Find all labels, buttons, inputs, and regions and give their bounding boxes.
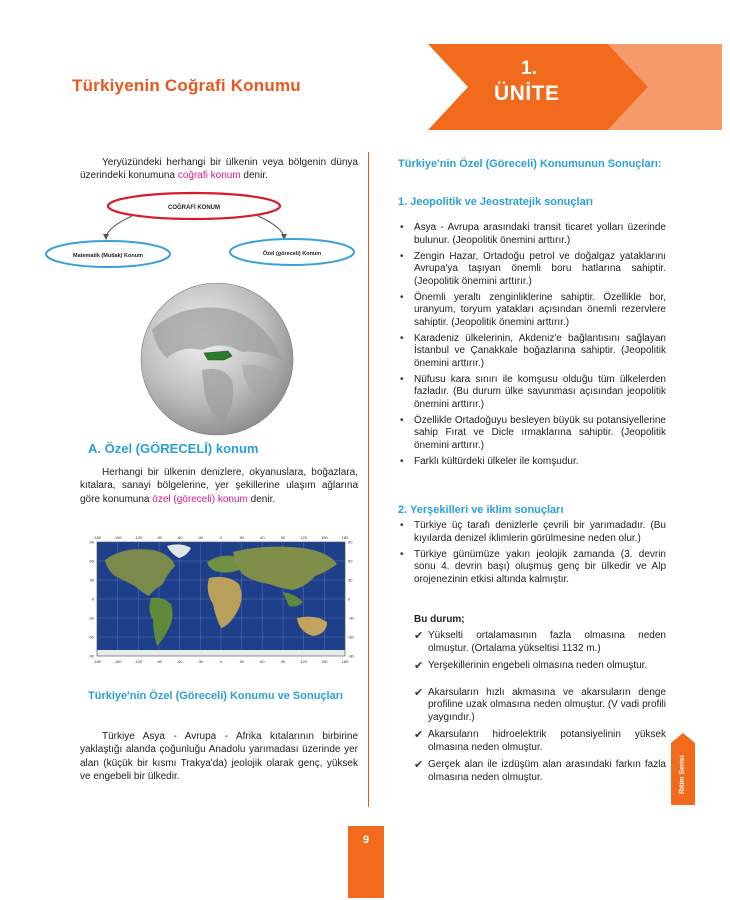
section-a-text-end: denir.: [247, 493, 276, 505]
checkmark-icon: ✔: [414, 729, 424, 741]
longitude-tick-label: -30: [197, 535, 204, 540]
page-number-tab: [348, 826, 384, 898]
concept-diagram: [40, 188, 360, 273]
chapter-title: Türkiyenin Coğrafi Konumu: [72, 76, 301, 95]
latitude-tick-label: -90: [348, 653, 354, 659]
map-longitude-labels: [93, 535, 349, 540]
check-item: [414, 687, 666, 725]
check-item-text: Yerşekillerinin engebeli olmasına neden olmuştur.: [428, 660, 648, 671]
check-item-text: Akarsuların hidroelektrik potansiyelinin yüksek olmasına neden olmuştur.: [428, 729, 666, 753]
longitude-tick-label: 90: [280, 535, 286, 540]
longitude-tick-label: 0: [219, 535, 223, 540]
intro-paragraph: [80, 156, 358, 183]
latitude-tick-label: 0: [348, 596, 351, 602]
globe-image: [132, 280, 302, 438]
section-a-text: Herhangi bir ülkenin denizlere, okyanuslara, boğazlara, kıtalara, sanayi bölgelerine, yer şekillerine ulaşım ağlarına göre konumuna: [80, 467, 358, 505]
section-b-title: Türkiye'nin Özel (Göreceli) Konumu ve Sonuçları: [88, 690, 344, 702]
diagram-right-label: Özel (göreceli) Konum: [262, 251, 322, 257]
checkmark-icon: ✔: [414, 686, 424, 699]
longitude-tick-label: 180: [341, 535, 349, 540]
latitude-tick-label: 90: [348, 539, 353, 545]
longitude-tick-label: 180: [341, 659, 349, 664]
check-item-text: Gerçek alan ile izdüşüm alan arasındaki farkın fazla olmasına neden olmuştur.: [428, 759, 666, 783]
longitude-tick-label: -90: [156, 535, 162, 540]
list-item: • Asya - Avrupa arasındaki transit ticaret yolları üzerinde bulunur. (Jeopolitik önemini arttırır.): [398, 222, 666, 247]
side-tab-label: Ritim Serisi: [679, 755, 686, 795]
section-a-block: [80, 466, 358, 506]
intro-text: Yeryüzündeki herhangi bir ülkenin veya bölgenin dünya üzerindeki konumuna: [80, 157, 358, 182]
latitude-tick-label: 60: [89, 558, 94, 564]
intro-text-end: denir.: [240, 170, 268, 182]
longitude-tick-label: 60: [260, 535, 265, 540]
list-item: • Türkiye üç tarafı denizlerle çevrili bir yarımadadır. (Bu kıyılarda denizel iklimlerin görülmesine neden olur.): [398, 520, 666, 545]
list-item: • Nüfusu kara sınırı ile komşusu olduğu tüm ülkelerden fazladır. (Bu durum ülke savunması açısından jeopolitik önemini arttırır.): [398, 374, 666, 412]
longitude-tick-label: -90: [156, 659, 162, 664]
list-item: • Türkiye günümüze yakın jeolojik zamanda (3. devrin sonu 4. devrin başı) oluşmuş genç bir ülkedir ve Alp orojenezinin etkisi altında kalmıştır.: [398, 549, 666, 587]
longitude-tick-label: 60: [260, 659, 265, 664]
latitude-tick-label: 60: [348, 558, 353, 564]
latitude-tick-label: 0: [91, 596, 94, 602]
longitude-tick-label: 150: [320, 659, 328, 664]
section-a-paragraph: [80, 466, 358, 506]
longitude-tick-label: -150: [113, 535, 122, 540]
diagram-top-label: COĞRAFİ KONUM: [168, 205, 220, 211]
longitude-tick-label: -30: [197, 659, 204, 664]
longitude-tick-label: -60: [176, 535, 183, 540]
latitude-tick-label: 30: [89, 577, 94, 583]
check-item-text: Yükselti ortalamasının fazla olmasına neden olmuştur. (Ortalama yükseltisi 1132 m.): [428, 630, 666, 654]
latitude-tick-label: -60: [348, 634, 354, 640]
subtitle-landforms: 2. Yerşekilleri ve iklim sonuçları: [398, 504, 564, 516]
map-latitude-labels: [88, 540, 95, 659]
longitude-tick-label: -120: [134, 659, 143, 664]
latitude-tick-label: -30: [88, 615, 94, 621]
intro-paragraph-block: [80, 156, 358, 183]
map-latitude-labels-right: [348, 540, 355, 659]
diagram-left-label: Matematik (Mutlak) Konum: [73, 253, 143, 259]
longitude-tick-label: -150: [113, 659, 122, 664]
unit-number: 1.: [521, 58, 537, 79]
longitude-tick-label: 30: [239, 659, 244, 664]
longitude-tick-label: -60: [176, 659, 183, 664]
check-item: [414, 630, 666, 655]
longitude-tick-label: 0: [219, 659, 223, 664]
check-item-text: Akarsuların hızlı akmasına ve akarsuların denge profiline uzak olmasına neden olmuştur. (V vadi profili yaygındır.): [428, 686, 666, 723]
checkmark-icon: ✔: [414, 759, 424, 771]
latitude-tick-label: -30: [348, 615, 354, 621]
subtitle-geopolitical: 1. Jeopolitik ve Jeostratejik sonuçları: [398, 196, 594, 208]
right-title: Türkiye'nin Özel (Göreceli) Konumunun Sonuçları:: [398, 158, 662, 170]
latitude-tick-label: 90: [89, 539, 94, 545]
longitude-tick-label: -180: [92, 535, 102, 540]
longitude-tick-label: 120: [300, 659, 308, 664]
list-item: • Önemli yeraltı zenginliklerine sahiptir. Özellikle bor, uranyum, toryum yatakları açısından önemli rezervlere sahiptir. (Jeopolitik önemini arttırır.): [398, 292, 666, 330]
longitude-tick-label: -180: [92, 659, 102, 664]
durum-label: Bu durum;: [414, 614, 465, 625]
section-b-paragraph: Türkiye Asya - Avrupa - Afrika kıtalarının birbirine yaklaştığı alanda çoğunluğu Anadolu yarımadası üzerinde yer alan (küçük bir kısmı Trakya'da) jeolojik olarak genç, yüksek ve engebeli bir ülkedir.: [80, 731, 358, 782]
longitude-tick-label: 120: [300, 535, 308, 540]
list-item: • Zengin Hazar, Ortadoğu petrol ve doğalgaz yataklarını Avrupa'ya taşıyan önemli boru hatlarına sahiptir. (Jeopolitik önemini arttırır.): [398, 251, 666, 289]
check-item: [414, 729, 666, 754]
list-item: • Farklı kültürdeki ülkeler ile komşudur.: [398, 456, 666, 469]
section-a-highlight: özel (göreceli) konum: [152, 493, 248, 505]
world-map-image: [83, 532, 357, 666]
list-item: • Karadeniz ülkelerinin, Akdeniz'e bağlantısını sağlayan İstanbul ve Çanakkale boğazlarına sahiptir. (Jeopolitik önemini arttırır.): [398, 333, 666, 371]
latitude-tick-label: -90: [88, 653, 94, 659]
landforms-list: [398, 520, 666, 590]
consequence-checklist: [414, 630, 666, 789]
unit-label: ÜNİTE: [494, 82, 560, 105]
latitude-tick-label: 30: [348, 577, 353, 583]
checkmark-icon: ✔: [414, 660, 424, 672]
map-longitude-labels-bottom: [93, 659, 349, 664]
column-divider: [368, 152, 369, 807]
check-item: [414, 660, 666, 673]
longitude-tick-label: 30: [239, 535, 244, 540]
check-item: [414, 759, 666, 784]
intro-highlight: coğrafi konum: [177, 170, 241, 182]
longitude-tick-label: 90: [280, 659, 286, 664]
section-a-title: A. Özel (GÖRECELİ) konum: [88, 441, 259, 456]
list-item: • Özellikle Ortadoğuyu besleyen büyük su potansiyellerine sahip Fırat ve Dicle ırmaklarına sahiptir. (Jeopolitik önemini arttırır.): [398, 415, 666, 453]
latitude-tick-label: -60: [88, 634, 94, 640]
checkmark-icon: ✔: [414, 630, 424, 642]
longitude-tick-label: -120: [134, 535, 143, 540]
longitude-tick-label: 150: [320, 535, 328, 540]
geopolitical-list: [398, 222, 666, 472]
section-b-block: [80, 730, 358, 783]
page-number: 9: [362, 834, 370, 846]
